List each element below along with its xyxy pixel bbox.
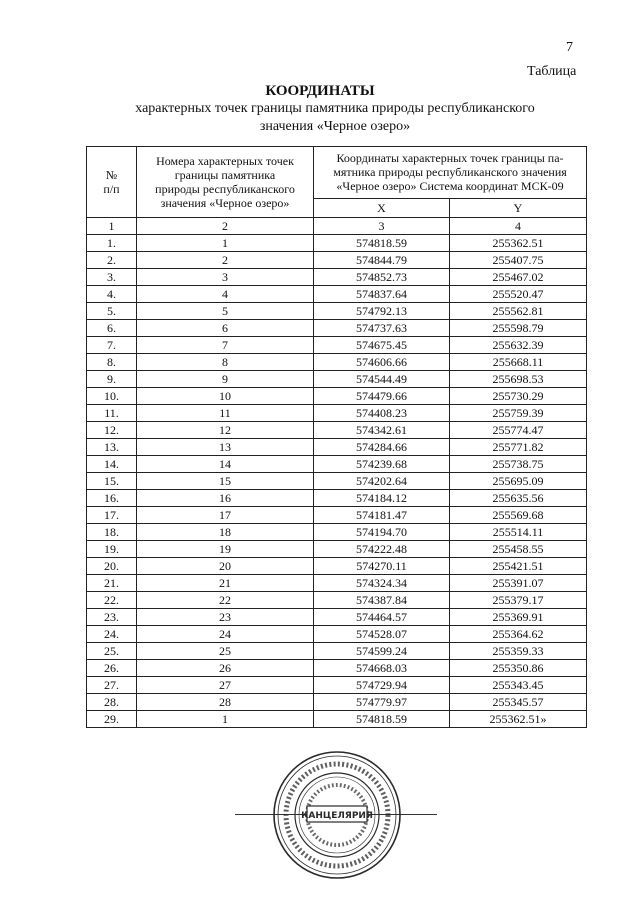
row-index: 14.	[87, 456, 137, 473]
table-row	[87, 371, 587, 388]
point-number: 17	[137, 507, 314, 524]
document-subtitle	[100, 100, 570, 136]
table-row	[87, 337, 587, 354]
row-index: 7.	[87, 337, 137, 354]
coord-y: 255698.53	[450, 371, 587, 388]
coord-x: 574202.64	[314, 473, 450, 490]
table-row	[87, 320, 587, 337]
point-number: 10	[137, 388, 314, 405]
coord-x: 574737.63	[314, 320, 450, 337]
coord-x: 574342.61	[314, 422, 450, 439]
table-row	[87, 660, 587, 677]
coord-y: 255695.09	[450, 473, 587, 490]
numbering-cell: 4	[450, 218, 587, 235]
row-index: 6.	[87, 320, 137, 337]
point-number: 7	[137, 337, 314, 354]
coord-y: 255730.29	[450, 388, 587, 405]
row-index: 26.	[87, 660, 137, 677]
subtitle-line-1: характерных точек границы памятника природы республиканского	[135, 101, 535, 116]
table-row	[87, 575, 587, 592]
coord-x: 574387.84	[314, 592, 450, 609]
point-number: 27	[137, 677, 314, 694]
row-index: 15.	[87, 473, 137, 490]
row-index: 11.	[87, 405, 137, 422]
point-number: 9	[137, 371, 314, 388]
coord-y: 255369.91	[450, 609, 587, 626]
row-index: 29.	[87, 711, 137, 728]
point-number: 22	[137, 592, 314, 609]
coord-x: 574729.94	[314, 677, 450, 694]
table-row	[87, 711, 587, 728]
coord-x: 574792.13	[314, 303, 450, 320]
subtitle-line-2: значения «Черное озеро»	[259, 119, 411, 134]
coord-x: 574479.66	[314, 388, 450, 405]
coord-x: 574528.07	[314, 626, 450, 643]
document-title: КООРДИНАТЫ	[265, 83, 375, 99]
coord-x: 574464.57	[314, 609, 450, 626]
table-row	[87, 473, 587, 490]
table-row	[87, 354, 587, 371]
point-number: 19	[137, 541, 314, 558]
coord-x: 574544.49	[314, 371, 450, 388]
coord-y: 255343.45	[450, 677, 587, 694]
row-index: 2.	[87, 252, 137, 269]
page-number: 7	[566, 40, 573, 55]
point-number: 12	[137, 422, 314, 439]
point-number: 2	[137, 252, 314, 269]
table-row	[87, 422, 587, 439]
table-row	[87, 235, 587, 252]
table-row	[87, 524, 587, 541]
coord-x: 574408.23	[314, 405, 450, 422]
point-number: 20	[137, 558, 314, 575]
coord-y: 255421.51	[450, 558, 587, 575]
table-row	[87, 677, 587, 694]
coord-y: 255632.39	[450, 337, 587, 354]
numbering-cell: 3	[314, 218, 450, 235]
table-row	[87, 626, 587, 643]
coord-x: 574184.12	[314, 490, 450, 507]
point-number: 5	[137, 303, 314, 320]
row-index: 12.	[87, 422, 137, 439]
coord-x: 574194.70	[314, 524, 450, 541]
header-point-numbers: Номера характерных точек границы памятника природы республиканского значения «Черное озеро»	[137, 147, 314, 218]
coord-y: 255364.62	[450, 626, 587, 643]
table-label: Таблица	[527, 64, 577, 79]
header-y: Y	[450, 198, 587, 217]
coord-y: 255407.75	[450, 252, 587, 269]
table-row	[87, 694, 587, 711]
coord-x: 574852.73	[314, 269, 450, 286]
header-coordinates: Координаты характерных точек границы па- мятника природы республиканского значения «Черное озеро» Система координат МСК-09	[314, 147, 587, 199]
point-number: 14	[137, 456, 314, 473]
coord-x: 574599.24	[314, 643, 450, 660]
point-number: 4	[137, 286, 314, 303]
row-index: 1.	[87, 235, 137, 252]
coord-y: 255362.51	[450, 235, 587, 252]
row-index: 22.	[87, 592, 137, 609]
coord-y: 255569.68	[450, 507, 587, 524]
row-index: 17.	[87, 507, 137, 524]
coord-x: 574606.66	[314, 354, 450, 371]
coord-x: 574324.34	[314, 575, 450, 592]
row-index: 27.	[87, 677, 137, 694]
header-number: № п/п	[87, 147, 137, 218]
point-number: 28	[137, 694, 314, 711]
point-number: 1	[137, 711, 314, 728]
numbering-row	[87, 218, 587, 235]
point-number: 8	[137, 354, 314, 371]
coord-y: 255362.51»	[450, 711, 587, 728]
coord-y: 255514.11	[450, 524, 587, 541]
coord-x: 574270.11	[314, 558, 450, 575]
row-index: 9.	[87, 371, 137, 388]
coord-y: 255774.47	[450, 422, 587, 439]
point-number: 26	[137, 660, 314, 677]
coord-x: 574181.47	[314, 507, 450, 524]
point-number: 1	[137, 235, 314, 252]
coord-x: 574675.45	[314, 337, 450, 354]
row-index: 18.	[87, 524, 137, 541]
official-seal	[272, 750, 402, 880]
coord-x: 574837.64	[314, 286, 450, 303]
coord-y: 255668.11	[450, 354, 587, 371]
coord-y: 255345.57	[450, 694, 587, 711]
row-index: 8.	[87, 354, 137, 371]
table-row	[87, 609, 587, 626]
row-index: 16.	[87, 490, 137, 507]
table-row	[87, 269, 587, 286]
point-number: 25	[137, 643, 314, 660]
row-index: 19.	[87, 541, 137, 558]
table-row	[87, 388, 587, 405]
table-row	[87, 592, 587, 609]
table-row	[87, 456, 587, 473]
point-number: 23	[137, 609, 314, 626]
table-row	[87, 490, 587, 507]
coord-y: 255598.79	[450, 320, 587, 337]
table-row	[87, 439, 587, 456]
header-x: X	[314, 198, 450, 217]
point-number: 11	[137, 405, 314, 422]
table-row	[87, 286, 587, 303]
coord-y: 255391.07	[450, 575, 587, 592]
row-index: 25.	[87, 643, 137, 660]
point-number: 24	[137, 626, 314, 643]
point-number: 13	[137, 439, 314, 456]
coord-x: 574668.03	[314, 660, 450, 677]
table-row	[87, 252, 587, 269]
coord-y: 255771.82	[450, 439, 587, 456]
coord-y: 255359.33	[450, 643, 587, 660]
table-row	[87, 643, 587, 660]
coord-y: 255520.47	[450, 286, 587, 303]
coord-x: 574779.97	[314, 694, 450, 711]
coord-y: 255467.02	[450, 269, 587, 286]
table-row	[87, 405, 587, 422]
row-index: 5.	[87, 303, 137, 320]
point-number: 3	[137, 269, 314, 286]
coord-x: 574222.48	[314, 541, 450, 558]
table-row	[87, 303, 587, 320]
row-index: 3.	[87, 269, 137, 286]
coord-y: 255350.86	[450, 660, 587, 677]
coord-y: 255759.39	[450, 405, 587, 422]
table-row	[87, 507, 587, 524]
stamp-center-text: КАНЦЕЛЯРИЯ	[301, 811, 373, 821]
coord-x: 574818.59	[314, 711, 450, 728]
point-number: 21	[137, 575, 314, 592]
point-number: 18	[137, 524, 314, 541]
numbering-cell: 1	[87, 218, 137, 235]
coord-x: 574284.66	[314, 439, 450, 456]
coord-x: 574818.59	[314, 235, 450, 252]
coord-y: 255379.17	[450, 592, 587, 609]
coord-y: 255458.55	[450, 541, 587, 558]
coord-x: 574844.79	[314, 252, 450, 269]
row-index: 24.	[87, 626, 137, 643]
numbering-cell: 2	[137, 218, 314, 235]
coord-y: 255738.75	[450, 456, 587, 473]
coordinates-table	[86, 146, 587, 728]
row-index: 4.	[87, 286, 137, 303]
row-index: 23.	[87, 609, 137, 626]
point-number: 15	[137, 473, 314, 490]
point-number: 6	[137, 320, 314, 337]
row-index: 28.	[87, 694, 137, 711]
row-index: 10.	[87, 388, 137, 405]
coord-y: 255635.56	[450, 490, 587, 507]
table-row	[87, 558, 587, 575]
row-index: 13.	[87, 439, 137, 456]
coord-y: 255562.81	[450, 303, 587, 320]
point-number: 16	[137, 490, 314, 507]
coord-x: 574239.68	[314, 456, 450, 473]
table-row	[87, 541, 587, 558]
row-index: 20.	[87, 558, 137, 575]
row-index: 21.	[87, 575, 137, 592]
